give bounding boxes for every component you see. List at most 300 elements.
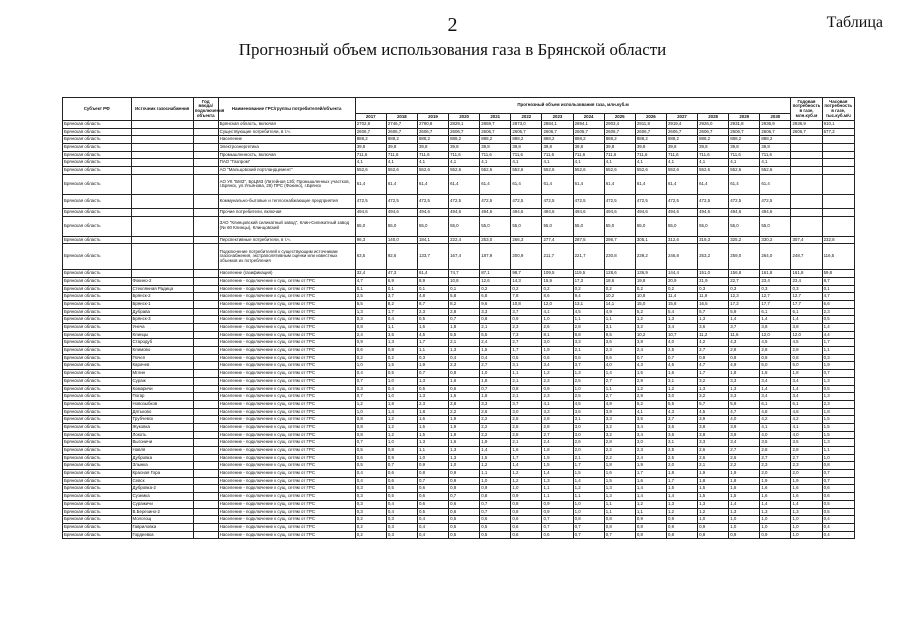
cell-value: 0,6 <box>355 454 386 462</box>
cell-year-entry <box>193 216 218 236</box>
cell-value: 1,5 <box>480 347 511 355</box>
cell-value: 1,1 <box>604 500 635 508</box>
cell-value: 711,6 <box>480 151 511 159</box>
cell-value: 277,4 <box>542 236 573 244</box>
cell-value: 494,6 <box>417 208 448 216</box>
table-row <box>63 423 855 431</box>
cell-value: 0,5 <box>386 493 417 501</box>
table-row <box>63 416 855 424</box>
cell-value: 2,3 <box>417 308 448 316</box>
cell-value: 0,8 <box>355 423 386 431</box>
cell-value: 10,8 <box>635 293 666 301</box>
cell-value: 17,7 <box>760 300 791 308</box>
table-row <box>63 293 855 301</box>
cell-value: 2,8 <box>760 447 791 455</box>
cell-value: 1,2 <box>698 508 729 516</box>
cell-year-entry <box>193 174 218 194</box>
cell-value: 3,6 <box>666 423 697 431</box>
cell-consumer: Подключение потребителей к существующим источникам газоснабжения, экстраполятивным оценки или известных объемов их потребления <box>218 244 355 270</box>
cell-value: 1,0 <box>542 316 573 324</box>
cell-value: 2,5 <box>511 431 542 439</box>
table-row <box>63 370 855 378</box>
cell-value: 4,5 <box>417 331 448 339</box>
cell-value: 1,0 <box>417 454 448 462</box>
cell-source: Гордеевка <box>131 531 193 539</box>
cell-value: 3,9 <box>604 408 635 416</box>
cell-source: В.Березино-2 <box>131 508 193 516</box>
cell-value: 4,9 <box>604 400 635 408</box>
cell-value: 494,6 <box>760 208 791 216</box>
cell-source: Мологощ <box>131 516 193 524</box>
cell-value: 4,1 <box>791 423 822 431</box>
cell-value: 1,6 <box>729 485 760 493</box>
cell-subject: Брянская область <box>63 423 132 431</box>
cell-value: 1,4 <box>729 500 760 508</box>
cell-value: 32,4 <box>355 270 386 278</box>
cell-source: Брянск-2 <box>131 293 193 301</box>
table-row <box>63 454 855 462</box>
cell-value: 472,5 <box>449 194 480 208</box>
cell-value: 2911,8 <box>635 121 666 129</box>
cell-value: 39,8 <box>760 144 791 152</box>
cell-value: 61,4 <box>449 174 480 194</box>
cell-source: Унеча <box>131 324 193 332</box>
cell-value: 1,1 <box>480 470 511 478</box>
table-row <box>63 377 855 385</box>
cell-subject: Брянская область <box>63 385 132 393</box>
cell-consumer: Население - подключение к сущ. сетям от ГРС <box>218 277 355 285</box>
table-row <box>63 523 855 531</box>
table-row <box>63 300 855 308</box>
cell-value: 1,8 <box>604 462 635 470</box>
cell-value: 1,3 <box>666 316 697 324</box>
cell-value: 552,6 <box>355 167 386 175</box>
cell-value: 4,0 <box>791 431 822 439</box>
year-header-2026: 2026 <box>635 114 666 121</box>
cell-value: 4,3 <box>729 339 760 347</box>
cell-value: 11,2 <box>698 331 729 339</box>
cell-value: 0,8 <box>666 531 697 539</box>
cell-value: 0,9 <box>760 531 791 539</box>
cell-value: 2606,7 <box>449 128 480 136</box>
cell-value: 13,1 <box>573 300 604 308</box>
table-row <box>63 216 855 236</box>
cell-value: 1,0 <box>791 531 822 539</box>
cell-value: 3,9 <box>729 423 760 431</box>
cell-value: 2,8 <box>542 423 573 431</box>
cell-value: 87,1 <box>480 270 511 278</box>
table-row <box>63 316 855 324</box>
cell-value: 0,5 <box>355 447 386 455</box>
cell-value: 1,9 <box>760 477 791 485</box>
cell-value: 0,3 <box>355 508 386 516</box>
cell-value: 0,6 <box>511 516 542 524</box>
cell-value: 3,8 <box>760 324 791 332</box>
cell-value: 472,5 <box>573 194 604 208</box>
cell-value: 2606,7 <box>666 128 697 136</box>
cell-value: 1,2 <box>386 431 417 439</box>
cell-value: 3,4 <box>791 377 822 385</box>
cell-value: 3,4 <box>760 393 791 401</box>
cell-value: 1,5 <box>480 454 511 462</box>
cell-value: 0,4 <box>355 470 386 478</box>
cell-value: 0,8 <box>449 370 480 378</box>
cell-value: 12,3 <box>729 293 760 301</box>
cell-value: 22,7 <box>729 277 760 285</box>
cell-value: 1,6 <box>449 439 480 447</box>
col-header-forecast-group: Прогнозный объем использования газа, млн.куб.м <box>355 98 791 114</box>
cell-subject: Брянская область <box>63 331 132 339</box>
page-number: 2 <box>447 14 458 36</box>
cell-year-entry <box>193 370 218 378</box>
cell-value: 0,6 <box>542 531 573 539</box>
cell-value: 472,5 <box>635 194 666 208</box>
cell-value: 187,9 <box>480 244 511 270</box>
cell-value: 1,4 <box>666 493 697 501</box>
cell-value: 55,0 <box>511 216 542 236</box>
cell-value: 711,6 <box>511 151 542 159</box>
cell-value: 3,3 <box>480 400 511 408</box>
cell-value <box>791 144 822 152</box>
cell-value: 1,4 <box>791 316 822 324</box>
cell-value: 3,8 <box>698 431 729 439</box>
cell-value: 711,6 <box>698 151 729 159</box>
cell-value: 6,1 <box>760 308 791 316</box>
year-header-2022: 2022 <box>511 114 542 121</box>
cell-value: 494,6 <box>573 208 604 216</box>
cell-value: 1,2 <box>666 508 697 516</box>
cell-value: 0,9 <box>417 462 448 470</box>
cell-value: 2,8 <box>604 439 635 447</box>
cell-value: 14,3 <box>511 277 542 285</box>
year-header-2029: 2029 <box>729 114 760 121</box>
cell-value: 2,8 <box>542 416 573 424</box>
cell-value: 2,5 <box>511 423 542 431</box>
cell-source <box>131 270 193 278</box>
cell-value: 1,9 <box>417 362 448 370</box>
cell-consumer: ПАО "Газпром" <box>218 159 355 167</box>
cell-value: 0,7 <box>355 377 386 385</box>
cell-consumer: Население <box>218 136 355 144</box>
cell-value <box>822 216 854 236</box>
cell-value: 1,5 <box>822 431 854 439</box>
cell-value: 2,0 <box>666 462 697 470</box>
cell-value: 248,7 <box>791 244 822 270</box>
cell-value: 239,2 <box>635 244 666 270</box>
cell-value: 1,8 <box>760 370 791 378</box>
cell-value: 2873,0 <box>511 121 542 129</box>
cell-value: 0,1 <box>386 285 417 293</box>
cell-year-entry <box>193 400 218 408</box>
cell-year-entry <box>193 377 218 385</box>
cell-value: 1,5 <box>729 493 760 501</box>
cell-value: 4,1 <box>542 159 573 167</box>
cell-subject: Брянская область <box>63 516 132 524</box>
cell-year-entry <box>193 136 218 144</box>
cell-value: 0,8 <box>386 347 417 355</box>
cell-value: 552,6 <box>511 167 542 175</box>
cell-value: 3,1 <box>604 324 635 332</box>
cell-year-entry <box>193 531 218 539</box>
cell-value: 0,7 <box>417 477 448 485</box>
cell-value: 0,3 <box>355 385 386 393</box>
cell-value: 2,5 <box>355 293 386 301</box>
cell-value <box>822 208 854 216</box>
cell-value: 4,1 <box>542 308 573 316</box>
cell-value: 1,9 <box>449 416 480 424</box>
cell-value: 1,0 <box>791 523 822 531</box>
cell-year-entry <box>193 270 218 278</box>
cell-value: 1,3 <box>666 500 697 508</box>
cell-subject: Брянская область <box>63 493 132 501</box>
cell-value: 2,7 <box>604 377 635 385</box>
cell-value: 2,3 <box>511 324 542 332</box>
cell-value: 4,1 <box>573 159 604 167</box>
cell-value: 61,4 <box>573 174 604 194</box>
cell-value: 2931,8 <box>729 121 760 129</box>
cell-value: 1,3 <box>604 493 635 501</box>
cell-subject: Брянская область <box>63 454 132 462</box>
cell-value: 1,3 <box>791 508 822 516</box>
year-header-2023: 2023 <box>542 114 573 121</box>
cell-subject: Брянская область <box>63 416 132 424</box>
cell-consumer: Население - подключение к сущ. сетям от ГРС <box>218 485 355 493</box>
cell-value: 1,4 <box>791 500 822 508</box>
cell-subject: Брянская область <box>63 208 132 216</box>
cell-value: 3,5 <box>791 439 822 447</box>
table-row <box>63 477 855 485</box>
cell-year-entry <box>193 316 218 324</box>
cell-subject: Брянская область <box>63 121 132 129</box>
cell-value: 0,3 <box>386 516 417 524</box>
cell-value: 7,8 <box>511 293 542 301</box>
cell-value: 4,1 <box>386 159 417 167</box>
cell-value <box>791 151 822 159</box>
cell-value: 5,2 <box>635 308 666 316</box>
cell-value: 16,5 <box>698 300 729 308</box>
cell-value: 55,0 <box>355 216 386 236</box>
cell-consumer: Население - подключение к сущ. сетям от ГРС <box>218 331 355 339</box>
table-row <box>63 385 855 393</box>
cell-value: 0,8 <box>480 316 511 324</box>
cell-subject: Брянская область <box>63 144 132 152</box>
cell-value: 0,5 <box>822 500 854 508</box>
cell-value: 2,5 <box>573 393 604 401</box>
cell-value: 0,9 <box>729 531 760 539</box>
cell-subject: Брянская область <box>63 439 132 447</box>
cell-value: 1,2 <box>511 470 542 478</box>
cell-value: 0,6 <box>449 385 480 393</box>
cell-value: 2,7 <box>760 454 791 462</box>
cell-value: 1,1 <box>822 347 854 355</box>
cell-value: 2919,4 <box>666 121 697 129</box>
cell-value: 5,8 <box>449 293 480 301</box>
cell-consumer: Население - подключение к сущ. сетям от ГРС <box>218 316 355 324</box>
cell-value: 4,5 <box>573 400 604 408</box>
table-row <box>63 462 855 470</box>
cell-value: 888,2 <box>449 136 480 144</box>
cell-subject: Брянская область <box>63 508 132 516</box>
cell-value: 0,2 <box>604 285 635 293</box>
year-header-2027: 2027 <box>666 114 697 121</box>
cell-value: 3,7 <box>511 308 542 316</box>
cell-value: 0,2 <box>666 285 697 293</box>
cell-value: 2,5 <box>666 347 697 355</box>
cell-consumer: Население - подключение к сущ. сетям от ГРС <box>218 339 355 347</box>
cell-value: 19,8 <box>635 277 666 285</box>
cell-source: Дубровка-2 <box>131 485 193 493</box>
cell-year-entry <box>193 500 218 508</box>
cell-value: 1,0 <box>791 516 822 524</box>
cell-subject: Брянская область <box>63 393 132 401</box>
cell-value: 253,0 <box>480 236 511 244</box>
cell-value: 0,5 <box>480 531 511 539</box>
cell-source: Климово <box>131 347 193 355</box>
cell-value: 0,4 <box>449 354 480 362</box>
cell-value: 0,9 <box>449 477 480 485</box>
cell-value: 1,4 <box>760 500 791 508</box>
cell-value: 1,0 <box>386 439 417 447</box>
cell-value: 3,0 <box>666 393 697 401</box>
cell-value: 6,6 <box>822 300 854 308</box>
cell-value: 552,6 <box>417 167 448 175</box>
cell-value: 4,1 <box>604 159 635 167</box>
cell-value: 2606,7 <box>386 128 417 136</box>
cell-value: 0,6 <box>573 354 604 362</box>
cell-value: 1,1 <box>511 370 542 378</box>
cell-value: 1,4 <box>760 385 791 393</box>
cell-year-entry <box>193 485 218 493</box>
cell-value <box>822 159 854 167</box>
cell-value: 552,6 <box>635 167 666 175</box>
cell-value: 230,8 <box>604 244 635 270</box>
cell-value: 2606,7 <box>791 128 822 136</box>
cell-value: 1,3 <box>449 347 480 355</box>
table-row <box>63 470 855 478</box>
cell-value: 4,7 <box>698 362 729 370</box>
cell-value: 0,5 <box>822 316 854 324</box>
cell-value: 2,3 <box>822 308 854 316</box>
cell-subject: Брянская область <box>63 477 132 485</box>
cell-value: 3,1 <box>511 362 542 370</box>
cell-consumer: Население - подключение к сущ. сетям от ГРС <box>218 477 355 485</box>
cell-value: 55,0 <box>542 216 573 236</box>
cell-value: 494,6 <box>635 208 666 216</box>
cell-value: 1,3 <box>698 385 729 393</box>
cell-consumer: Население - подключение к сущ. сетям от ГРС <box>218 508 355 516</box>
cell-value: 1,7 <box>698 370 729 378</box>
cell-value: 55,0 <box>760 216 791 236</box>
col-header-hourly-need: Часовая потребность в газе, тыс.куб.м/ч <box>822 98 854 121</box>
cell-value: 888,2 <box>417 136 448 144</box>
cell-value: 494,6 <box>449 208 480 216</box>
cell-value: 3,6 <box>698 324 729 332</box>
cell-value: 472,5 <box>355 194 386 208</box>
cell-value: 55,0 <box>635 216 666 236</box>
cell-value: 3,6 <box>573 408 604 416</box>
cell-value: 18,6 <box>604 277 635 285</box>
cell-value: 140,0 <box>386 236 417 244</box>
cell-value: 1,8 <box>386 400 417 408</box>
cell-value: 1,5 <box>698 493 729 501</box>
cell-source <box>131 151 193 159</box>
cell-value: 1,2 <box>542 370 573 378</box>
cell-source: Мглин <box>131 370 193 378</box>
cell-value: 0,7 <box>386 462 417 470</box>
cell-subject: Брянская область <box>63 277 132 285</box>
cell-consumer: Население (газификация) <box>218 270 355 278</box>
cell-source <box>131 167 193 175</box>
cell-value: 8,7 <box>822 277 854 285</box>
cell-subject: Брянская область <box>63 128 132 136</box>
cell-value: 0,4 <box>480 354 511 362</box>
table-row <box>63 516 855 524</box>
cell-value: 2,5 <box>666 447 697 455</box>
cell-value: 1,3 <box>729 385 760 393</box>
cell-value: 1,0 <box>480 370 511 378</box>
cell-value: 325,2 <box>729 236 760 244</box>
cell-value: 910,1 <box>822 121 854 129</box>
cell-value: 472,5 <box>480 194 511 208</box>
cell-value: 8,7 <box>417 300 448 308</box>
cell-consumer: ЗАО "Клинцовский силикатный завод", Клин-Силикатный завод (№ 60 Клинцы), Клинцовский <box>218 216 355 236</box>
cell-value: 2606,7 <box>729 128 760 136</box>
cell-value: 0,8 <box>760 354 791 362</box>
cell-value: 23,4 <box>760 277 791 285</box>
cell-value: 711,6 <box>666 151 697 159</box>
cell-value: 1,3 <box>417 393 448 401</box>
cell-year-entry <box>193 354 218 362</box>
cell-value: 1,2 <box>635 385 666 393</box>
cell-value: 0,5 <box>417 508 448 516</box>
cell-value: 1,6 <box>666 370 697 378</box>
cell-year-entry <box>193 470 218 478</box>
cell-value: 0,2 <box>355 516 386 524</box>
cell-year-entry <box>193 144 218 152</box>
cell-value: 2,1 <box>698 462 729 470</box>
cell-value: 0,6 <box>449 500 480 508</box>
cell-subject: Брянская область <box>63 270 132 278</box>
cell-value: 888,2 <box>573 136 604 144</box>
cell-value: 1,7 <box>573 462 604 470</box>
cell-consumer: Население - подключение к сущ. сетям от ГРС <box>218 423 355 431</box>
cell-value: 1,6 <box>791 485 822 493</box>
cell-value: 128,6 <box>604 270 635 278</box>
cell-value: 61,4 <box>604 174 635 194</box>
cell-value: 39,8 <box>635 144 666 152</box>
cell-value: 1,6 <box>511 447 542 455</box>
cell-value: 3,0 <box>511 408 542 416</box>
cell-value: 12,7 <box>760 293 791 301</box>
cell-value: 1,4 <box>791 385 822 393</box>
cell-value: 0,9 <box>666 523 697 531</box>
cell-value: 1,3 <box>573 370 604 378</box>
table-row <box>63 244 855 270</box>
cell-value: 0,4 <box>417 531 448 539</box>
cell-value: 3,1 <box>573 416 604 424</box>
cell-value: 0,5 <box>449 523 480 531</box>
cell-value: 6,1 <box>791 308 822 316</box>
cell-value: 4,2 <box>791 416 822 424</box>
cell-value: 0,4 <box>386 508 417 516</box>
cell-value: 0,9 <box>542 385 573 393</box>
cell-value: 287,5 <box>573 236 604 244</box>
cell-value: 1,1 <box>542 493 573 501</box>
cell-value: 3,0 <box>573 431 604 439</box>
cell-source: Брянск-1 <box>131 300 193 308</box>
cell-value: 1,7 <box>386 308 417 316</box>
cell-value: 1,6 <box>791 493 822 501</box>
